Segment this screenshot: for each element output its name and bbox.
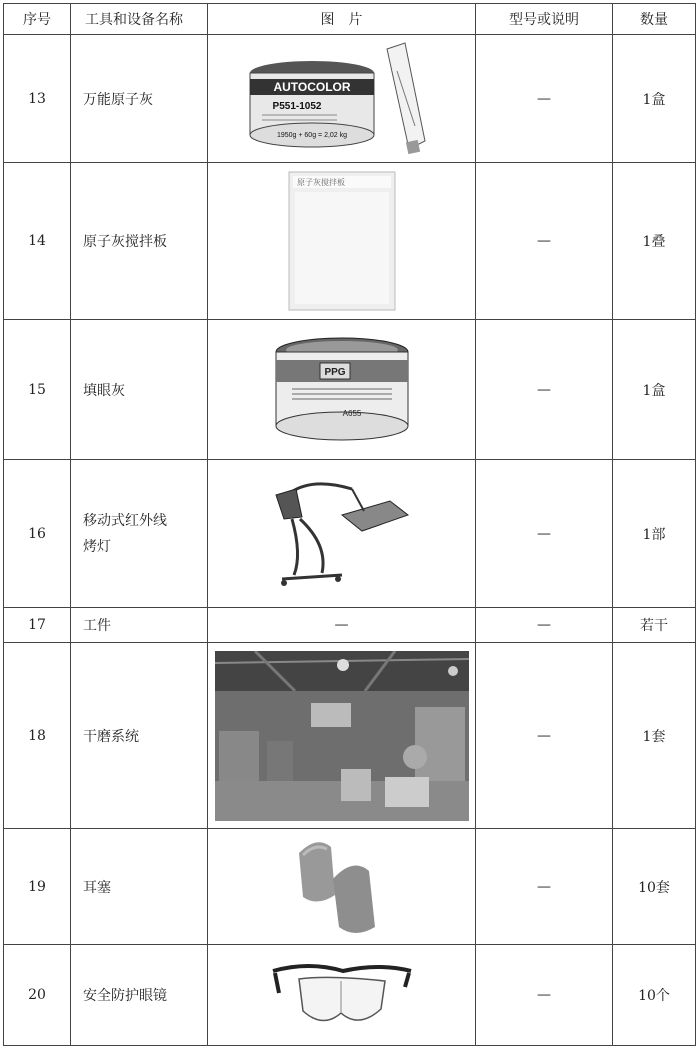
table-row — [4, 643, 696, 829]
row-picture — [208, 163, 476, 320]
row-picture — [208, 320, 476, 460]
row-no: 17 — [4, 608, 71, 643]
table-row — [4, 163, 696, 320]
row-name: 耳塞 — [71, 829, 208, 945]
row-qty: 1盒 — [613, 35, 696, 163]
row-no: 13 — [4, 35, 71, 163]
row-model: — — [476, 829, 613, 945]
header-no: 序号 — [4, 4, 71, 35]
row-picture — [208, 35, 476, 163]
row-no: 19 — [4, 829, 71, 945]
row-name: 干磨系统 — [71, 643, 208, 829]
equipment-table — [3, 3, 696, 1046]
row-picture — [208, 460, 476, 608]
row-qty: 1套 — [613, 643, 696, 829]
table-row — [4, 35, 696, 163]
row-model: — — [476, 35, 613, 163]
row-name: 填眼灰 — [71, 320, 208, 460]
row-name-line1: 移动式红外线 — [83, 512, 167, 529]
table-row — [4, 460, 696, 608]
row-name: 工件 — [71, 608, 208, 643]
row-model: — — [476, 320, 613, 460]
can-code-text: P551-1052 — [272, 101, 321, 112]
infrared-lamp-image — [272, 475, 412, 593]
row-picture — [208, 643, 476, 829]
row-name: 万能原子灰 — [71, 35, 208, 163]
can-weight-text: 1950g + 60g = 2,02 kg — [276, 132, 347, 139]
row-model: — — [476, 643, 613, 829]
row-no: 20 — [4, 945, 71, 1046]
row-qty: 10个 — [613, 945, 696, 1046]
can-brand-text: PPG — [323, 366, 346, 378]
row-name: 安全防护眼镜 — [71, 945, 208, 1046]
row-name — [71, 460, 208, 608]
table-row — [4, 945, 696, 1046]
can-brand-text: AUTOCOLOR — [272, 80, 351, 94]
table-row — [4, 829, 696, 945]
row-picture: — — [208, 608, 476, 643]
putty-can-image — [247, 41, 437, 156]
header-row — [4, 4, 696, 35]
can-code-text: A655 — [342, 408, 361, 418]
header-picture: 图 片 — [208, 4, 476, 35]
row-name: 原子灰搅拌板 — [71, 163, 208, 320]
row-model: — — [476, 608, 613, 643]
row-model: — — [476, 460, 613, 608]
row-qty: 1盒 — [613, 320, 696, 460]
row-qty: 1部 — [613, 460, 696, 608]
row-qty: 10套 — [613, 829, 696, 945]
dry-sanding-system-image — [215, 651, 469, 821]
row-picture — [208, 829, 476, 945]
row-no: 18 — [4, 643, 71, 829]
safety-goggles-image — [269, 957, 415, 1033]
header-name: 工具和设备名称 — [71, 4, 208, 35]
earplugs-image — [287, 835, 397, 939]
mixing-board-image — [287, 170, 397, 312]
row-picture — [208, 945, 476, 1046]
row-model: — — [476, 945, 613, 1046]
header-qty: 数量 — [613, 4, 696, 35]
row-model: — — [476, 163, 613, 320]
row-qty: 若干 — [613, 608, 696, 643]
header-model: 型号或说明 — [476, 4, 613, 35]
row-qty: 1叠 — [613, 163, 696, 320]
table-row — [4, 608, 696, 643]
table-row — [4, 320, 696, 460]
row-name-line2: 烤灯 — [83, 538, 111, 555]
row-no: 14 — [4, 163, 71, 320]
row-no: 16 — [4, 460, 71, 608]
board-label-text: 原子灰搅拌板 — [296, 178, 345, 187]
row-no: 15 — [4, 320, 71, 460]
filler-can-image — [272, 334, 412, 446]
